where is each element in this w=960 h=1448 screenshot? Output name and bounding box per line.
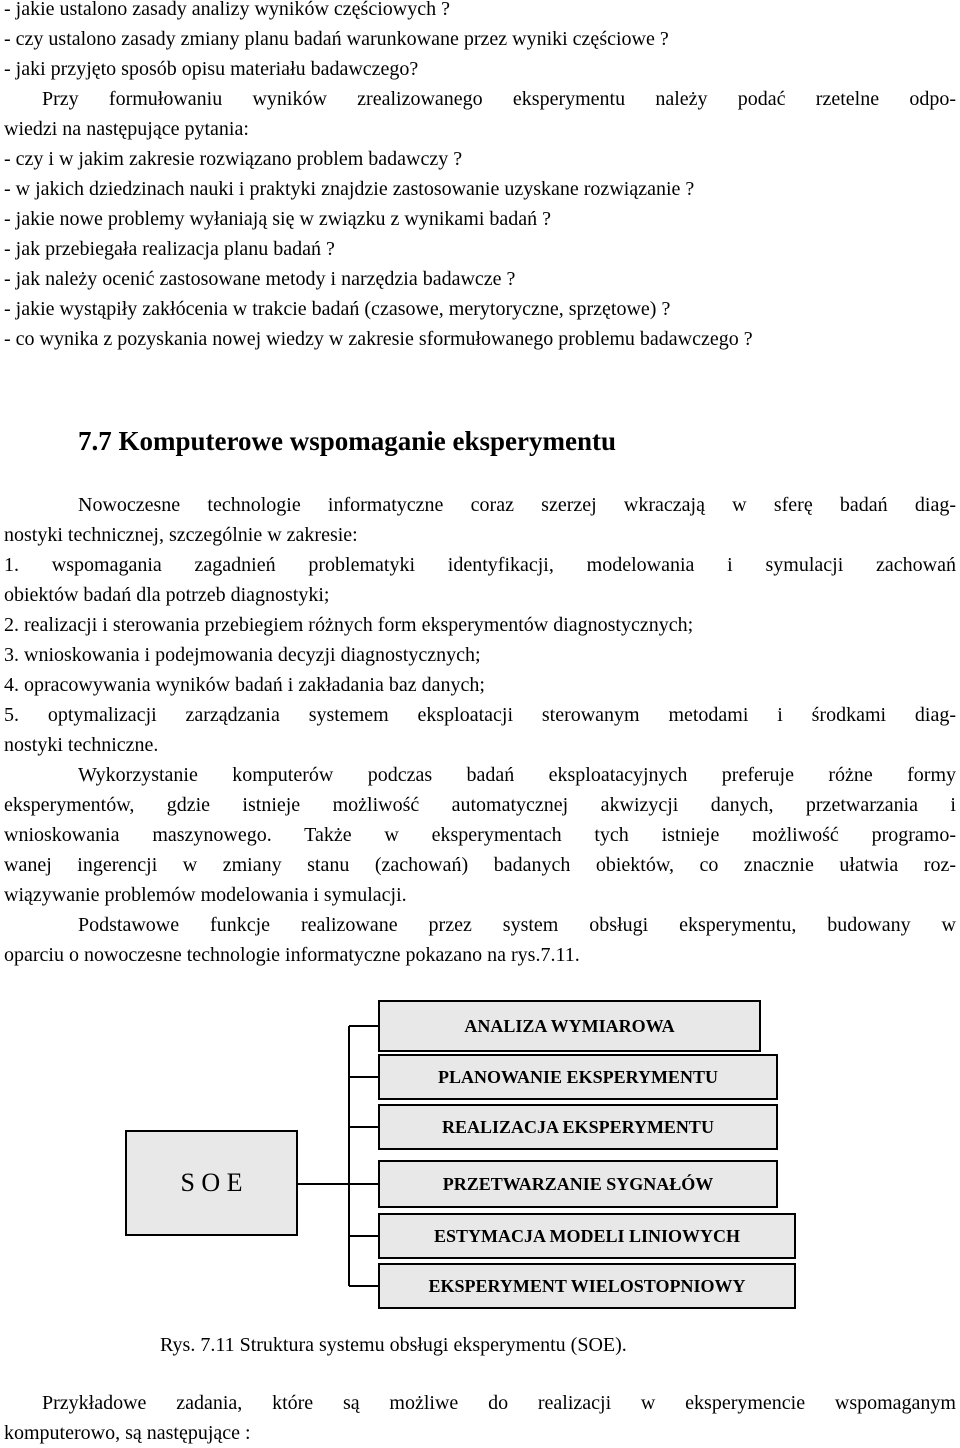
paragraph-line: wiązywanie problemów modelowania i symulacji. <box>4 884 407 906</box>
list-item: 5. optymalizacji zarządzania systemem eksploatacji sterowanym metodami i środkami diag- <box>4 704 956 726</box>
diagram-box-estymacja: ESTYMACJA MODELI LINIOWYCH <box>378 1213 796 1259</box>
paragraph-line: wnioskowania maszynowego. Także w eksperymentach tych istnieje możliwość programo- <box>4 824 956 846</box>
section-heading: 7.7 Komputerowe wspomaganie eksperymentu <box>78 426 616 456</box>
paragraph-line: Wykorzystanie komputerów podczas badań eksploatacyjnych preferuje różne formy <box>78 764 956 786</box>
paragraph-line: Przy formułowaniu wyników zrealizowanego eksperymentu należy podać rzetelne odpo- <box>42 88 956 110</box>
question-item: - jak przebiegała realizacja planu badań ? <box>4 238 335 260</box>
question-item: - czy i w jakim zakresie rozwiązano problem badawczy ? <box>4 148 463 170</box>
paragraph-line: oparciu o nowoczesne technologie informatyczne pokazano na rys.7.11. <box>4 944 580 966</box>
soe-box: S O E <box>125 1130 298 1236</box>
paragraph-line: Nowoczesne technologie informatyczne coraz szerzej wkraczają w sferę badań diag- <box>78 494 956 516</box>
diagram-box-realizacja: REALIZACJA EKSPERYMENTU <box>378 1104 778 1150</box>
diagram-box-analiza: ANALIZA WYMIAROWA <box>378 1000 761 1052</box>
paragraph-line: komputerowo, są następujące : <box>4 1422 251 1444</box>
intro-line: - jakie ustalono zasady analizy wyników częściowych ? <box>4 0 450 20</box>
intro-line: - jaki przyjęto sposób opisu materiału badawczego? <box>4 58 419 80</box>
intro-line: - czy ustalono zasady zmiany planu badań warunkowane przez wyniki częściowe ? <box>4 28 669 50</box>
paragraph-line: Przykładowe zadania, które są możliwe do realizacji w eksperymencie wspomaganym <box>42 1392 956 1414</box>
diagram-box-przetwarzanie: PRZETWARZANIE SYGNAŁÓW <box>378 1160 778 1208</box>
question-item: - w jakich dziedzinach nauki i praktyki znajdzie zastosowanie uzyskane rozwiązanie ? <box>4 178 695 200</box>
diagram-box-eksperyment: EKSPERYMENT WIELOSTOPNIOWY <box>378 1263 796 1309</box>
list-item: 4. opracowywania wyników badań i zakładania baz danych; <box>4 674 485 696</box>
list-item: 2. realizacji i sterowania przebiegiem różnych form eksperymentów diagnostycznych; <box>4 614 694 636</box>
paragraph-line: Podstawowe funkcje realizowane przez system obsługi eksperymentu, budowany w <box>78 914 956 936</box>
list-item-continuation: nostyki techniczne. <box>4 734 159 756</box>
question-item: - co wynika z pozyskania nowej wiedzy w zakresie sformułowanego problemu badawczego ? <box>4 328 753 350</box>
figure-caption: Rys. 7.11 Struktura systemu obsługi eksperymentu (SOE). <box>160 1334 627 1356</box>
list-item: 3. wnioskowania i podejmowania decyzji diagnostycznych; <box>4 644 481 666</box>
diagram-box-planowanie: PLANOWANIE EKSPERYMENTU <box>378 1054 778 1100</box>
paragraph-line: eksperymentów, gdzie istnieje możliwość automatycznej akwizycji danych, przetwarzania i <box>4 794 956 816</box>
question-item: - jak należy ocenić zastosowane metody i narzędzia badawcze ? <box>4 268 516 290</box>
paragraph-line: nostyki technicznej, szczególnie w zakresie: <box>4 524 358 546</box>
paragraph-line: wiedzi na następujące pytania: <box>4 118 249 140</box>
question-item: - jakie wystąpiły zakłócenia w trakcie badań (czasowe, merytoryczne, sprzętowe) ? <box>4 298 671 320</box>
list-item: 1. wspomagania zagadnień problematyki identyfikacji, modelowania i symulacji zachowań <box>4 554 956 576</box>
paragraph-line: wanej ingerencji w zmiany stanu (zachowań) badanych obiektów, co znacznie ułatwia roz- <box>4 854 956 876</box>
question-item: - jakie nowe problemy wyłaniają się w związku z wynikami badań ? <box>4 208 552 230</box>
list-item-continuation: obiektów badań dla potrzeb diagnostyki; <box>4 584 330 606</box>
